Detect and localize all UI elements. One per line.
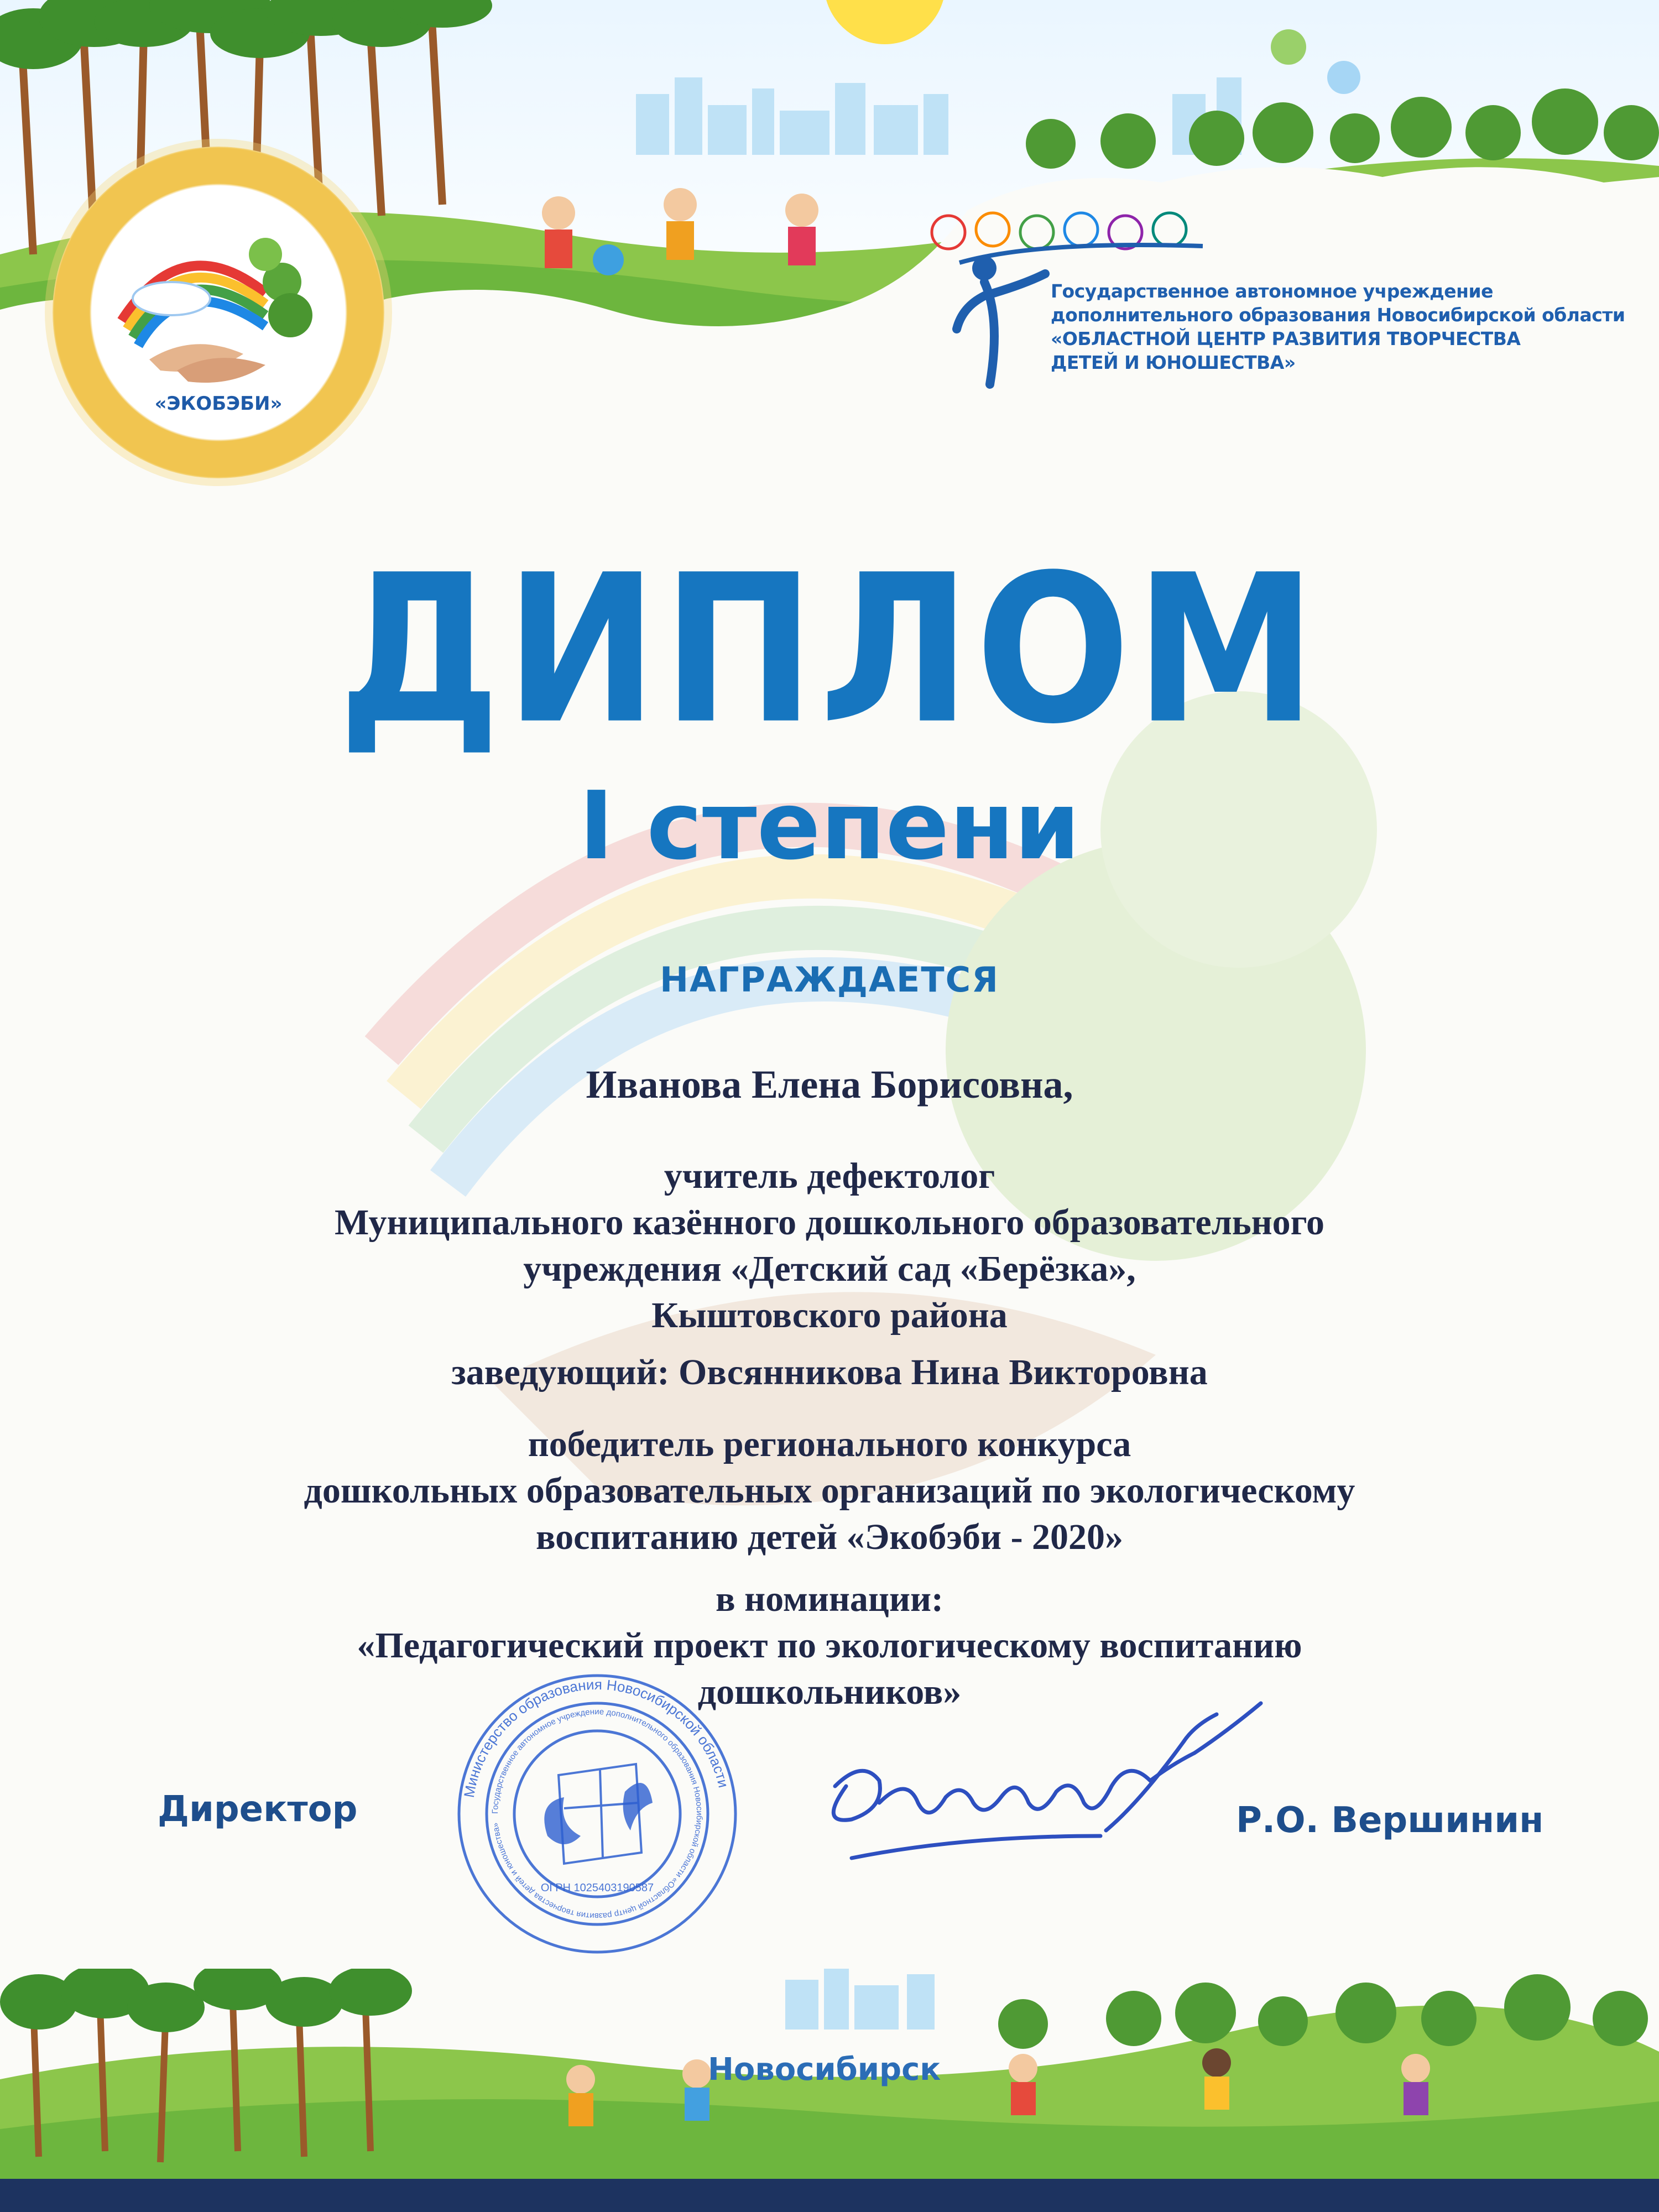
institution-line-3: Кыштовского района [651, 1295, 1008, 1335]
org-line-3: «ОБЛАСТНОЙ ЦЕНТР РАЗВИТИЯ ТВОРЧЕСТВА [1051, 328, 1521, 349]
ecobaby-contest-logo [53, 147, 384, 478]
org-figure-icon [951, 252, 1051, 390]
diploma-title: ДИПЛОМ [338, 531, 1321, 769]
official-stamp [453, 1670, 741, 1958]
bottom-landscape-illustration [0, 1969, 1659, 2212]
awarded-label: НАГРАЖДАЕТСЯ [660, 959, 999, 1000]
recipient-position: учитель дефектолог [664, 1156, 995, 1196]
director-name: Р.О. Вершинин [1236, 1800, 1544, 1841]
nomination-line-1: «Педагогический проект по экологическому воспитанию [357, 1625, 1302, 1666]
nomination-label: в номинации: [716, 1579, 943, 1619]
institution-line-1: Муниципального казённого дошкольного образовательного [335, 1202, 1324, 1243]
city-label: Новосибирск [708, 2052, 941, 2088]
head-of-institution: заведующий: Овсянникова Нина Викторовна [451, 1352, 1208, 1392]
logo-emblem [100, 194, 337, 431]
recipient-details [0, 1153, 1659, 1339]
recipient-name: Иванова Елена Борисовна, [586, 1062, 1073, 1107]
institution-line-2: учреждения «Детский сад «Берёзка», [523, 1249, 1136, 1289]
org-line-2: дополнительного образования Новосибирской области [1051, 304, 1625, 326]
winner-line-2: дошкольных образовательных организаций по экологическому [304, 1470, 1355, 1511]
stamp-inner-text: Государственное автономное учреждение дополнительного образования Новосибирской области «Областной центр развития творчества детей и юношества» [490, 1707, 705, 1921]
stamp-ogrn: ОГРН 1025403190587 [540, 1882, 654, 1894]
winner-text [0, 1421, 1659, 1561]
winner-line-3: воспитанию детей «Экобэби - 2020» [535, 1517, 1124, 1557]
organization-name [1051, 279, 1659, 374]
logo-name: «ЭКОБЭБИ» [154, 393, 283, 415]
org-line-1: Государственное автономное учреждение [1051, 280, 1493, 302]
director-label: Директор [158, 1789, 358, 1830]
winner-line-1: победитель регионального конкурса [528, 1424, 1131, 1464]
nomination-line-2: дошкольников» [697, 1672, 962, 1712]
diploma-degree: I степени [578, 771, 1081, 881]
org-line-4: ДЕТЕЙ И ЮНОШЕСТВА» [1051, 352, 1296, 373]
stamp-outer-text: Министерство образования Новосибирской области [460, 1676, 732, 1799]
handwritten-signature [796, 1692, 1266, 1902]
